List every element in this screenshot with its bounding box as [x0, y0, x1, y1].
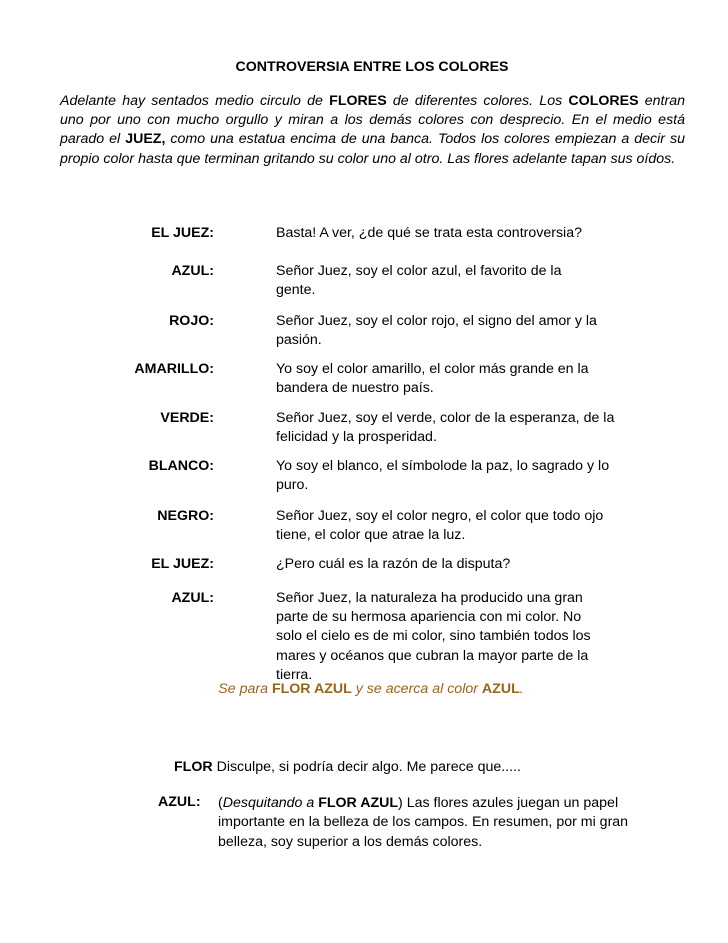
stage-text: como una estatua encima de una banca. Todos los colores empiezan a decir su propio color hasta que terminan gritando su color uno al otro. Las flores adelante tapan sus oídos.: [60, 131, 685, 167]
flor-dialogue-line: [174, 759, 521, 775]
speech-text: Señor Juez, soy el verde, color de la esperanza, de la felicidad y la prosperidad.: [276, 410, 615, 446]
speech-text: Basta! A ver, ¿de qué se trata esta controversia?: [276, 225, 582, 241]
direction-text: Se para: [218, 681, 272, 697]
speech-text: ¿Pero cuál es la razón de la disputa?: [276, 556, 511, 572]
azul-reply-speech: [218, 794, 658, 852]
direction-bold-azul: AZUL: [481, 681, 520, 697]
speaker-name: AZUL:: [158, 794, 201, 810]
direction-text: .: [519, 681, 524, 697]
speech-text: Señor Juez, soy el color negro, el color que todo ojo tiene, el color que atrae la luz.: [276, 508, 604, 544]
speech-text: Yo soy el color amarillo, el color más grande en la bandera de nuestro país.: [276, 361, 589, 397]
speaker-name: VERDE:: [160, 410, 214, 426]
speech-text: Señor Juez, soy el color azul, el favorito de la gente.: [276, 263, 562, 299]
flor-azul-stage-direction: [0, 681, 728, 697]
stage-bold-colores: COLORES: [568, 93, 639, 109]
speaker-name: EL JUEZ:: [151, 225, 214, 241]
stage-text: entran uno por uno con mucho orgullo y miran a los demás colores con desprecio. En el medio está parado el: [60, 93, 686, 148]
speaker-name: AZUL:: [171, 590, 214, 606]
direction-bold-flor-azul: FLOR AZUL: [271, 681, 352, 697]
speaker-name: BLANCO:: [148, 458, 214, 474]
speech-paren: (: [218, 795, 223, 811]
stage-bold-juez: JUEZ,: [125, 131, 166, 148]
document-title: CONTROVERSIA ENTRE LOS COLORES: [235, 59, 509, 75]
speech-text: Señor Juez, la naturaleza ha producido una gran parte de su hermosa apariencia con mi color. No solo el cielo es de mi color, sino también todos los mares y océanos que cubran la mayor parte de la tierra.: [276, 590, 591, 683]
stage-text: Adelante hay sentados medio circulo de: [60, 93, 330, 109]
stage-text: de diferentes colores. Los: [386, 93, 569, 109]
direction-text: y se acerca al color: [351, 681, 482, 697]
speaker-name: ROJO:: [169, 313, 214, 329]
speech-text: Yo soy el blanco, el símbolode la paz, lo sagrado y lo puro.: [276, 458, 610, 494]
speech-italic: Desquitando a: [222, 795, 319, 811]
speaker-name: NEGRO:: [157, 508, 214, 524]
opening-stage-direction: [60, 92, 685, 169]
speaker-name: FLOR: [174, 759, 213, 775]
speech-text: ) Las flores azules juegan un papel importante en la belleza de los campos. En resumen, por mi gran belleza, soy superior a los demás colores.: [218, 795, 629, 850]
stage-bold-flores: FLORES: [329, 93, 387, 109]
speech-bold-flor-azul: FLOR AZUL: [318, 795, 399, 811]
speech-text: Señor Juez, soy el color rojo, el signo del amor y la pasión.: [276, 313, 597, 349]
speech-text: Disculpe, si podría decir algo. Me parece que.....: [212, 759, 521, 775]
speaker-name: AMARILLO:: [134, 361, 214, 377]
speaker-name: AZUL:: [171, 263, 214, 279]
speaker-name: EL JUEZ:: [151, 556, 214, 572]
